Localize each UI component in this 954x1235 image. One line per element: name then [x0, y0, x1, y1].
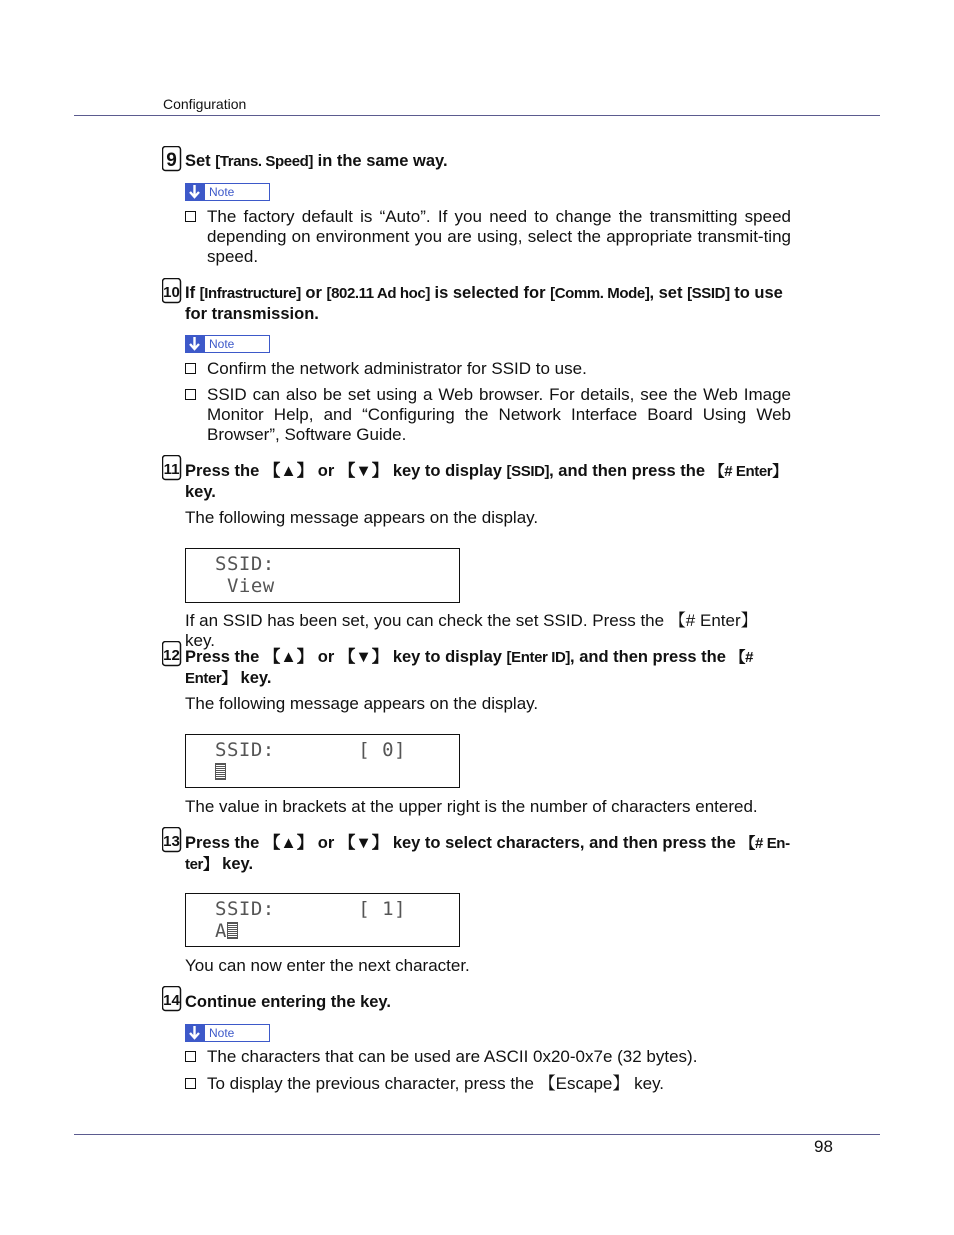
checkbox-icon [185, 389, 196, 400]
header-divider [74, 115, 880, 116]
note-badge: Note [185, 1024, 270, 1042]
svg-text:12: 12 [163, 647, 180, 664]
step-13-after: You can now enter the next character. [185, 956, 470, 975]
step-13-title: Press the 【▲】 or 【▼】 key to select characters, and then press the 【# En-ter】 key. [185, 834, 790, 873]
down-arrow-icon [185, 335, 204, 353]
step-11-after: If an SSID has been set, you can check the set SSID. Press the 【# Enter】 key. [185, 611, 758, 650]
checkbox-icon [185, 1078, 196, 1089]
note-badge: Note [185, 335, 270, 353]
step-number-badge [162, 641, 182, 667]
down-arrow-icon [185, 1024, 204, 1042]
footer-divider [74, 1134, 880, 1135]
step-number-badge [162, 827, 182, 853]
step-number-badge [162, 278, 182, 304]
svg-text:13: 13 [163, 833, 180, 850]
cursor-block-icon [215, 763, 226, 780]
checkbox-icon [185, 211, 196, 222]
svg-text:9: 9 [166, 150, 177, 171]
checkbox-icon [185, 363, 196, 374]
step-11-intro: The following message appears on the display. [185, 508, 539, 527]
step-12-title: Press the 【▲】 or 【▼】 key to display [Enter ID], and then press the 【# Enter】 key. [185, 648, 754, 687]
step-12-after: The value in brackets at the upper right is the number of characters entered. [185, 797, 758, 816]
step-number-badge [162, 986, 182, 1012]
cursor-block-icon [227, 922, 238, 939]
lcd-display: SSID: View [185, 548, 460, 603]
lcd-display: SSID: [ 1] A [185, 893, 460, 947]
step-12-intro: The following message appears on the display. [185, 694, 539, 713]
step-11-title: Press the 【▲】 or 【▼】 key to display [SSID], and then press the 【# Enter】 key. [185, 462, 787, 501]
running-header: Configuration [163, 96, 247, 112]
page-number: 98 [814, 1137, 833, 1156]
lcd-display: SSID: [ 0] [185, 734, 460, 788]
checkbox-icon [185, 1051, 196, 1062]
svg-text:11: 11 [163, 461, 180, 478]
step-number-badge [162, 146, 182, 172]
step-number-badge [162, 455, 182, 481]
note-badge: Note [185, 183, 270, 201]
step-14-title: Continue entering the key. [185, 993, 391, 1011]
step-9-title: Set [Trans. Speed] in the same way. [185, 152, 448, 170]
svg-text:10: 10 [163, 284, 180, 301]
down-arrow-icon [185, 183, 204, 201]
svg-text:14: 14 [163, 992, 180, 1009]
step-10-title: If [Infrastructure] or [802.11 Ad hoc] is selected for [Comm. Mode], set [SSID] to use for transmission. [185, 284, 783, 323]
